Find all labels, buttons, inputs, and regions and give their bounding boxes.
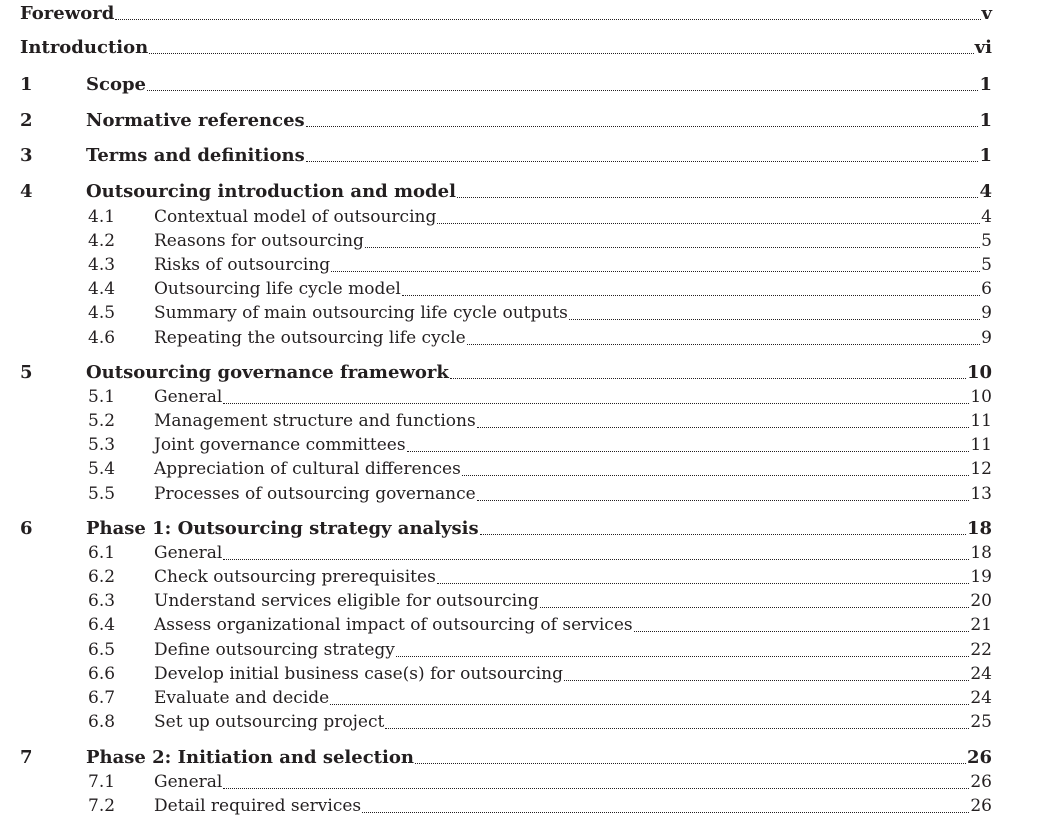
toc-entry[interactable] — [0, 767, 1042, 791]
dot-leader — [362, 812, 969, 813]
toc-entry-title: Scope — [86, 74, 147, 95]
toc-entry[interactable] — [0, 323, 1042, 347]
toc-entry-number: 5.2 — [88, 411, 116, 431]
toc-entry-number: 5.4 — [88, 459, 116, 479]
toc-entry[interactable] — [0, 0, 1042, 23]
toc-entry[interactable] — [0, 298, 1042, 322]
toc-entry[interactable] — [0, 202, 1042, 226]
dot-leader — [437, 223, 980, 224]
toc-entry-title: Risks of outsourcing — [154, 255, 331, 275]
toc-entry-page-number: 19 — [970, 567, 992, 587]
toc-entry[interactable] — [0, 70, 1042, 94]
dot-leader — [402, 295, 980, 296]
toc-entry-title: Develop initial business case(s) for outsourcing — [154, 664, 563, 684]
toc-entry-number: 7.1 — [88, 772, 116, 792]
dot-leader — [330, 704, 969, 705]
toc-entry[interactable] — [0, 106, 1042, 130]
toc-entry-number: 4.3 — [88, 255, 116, 275]
toc-entry-number: 3 — [20, 145, 33, 166]
toc-entry-title: Evaluate and decide — [154, 688, 330, 708]
toc-entry-page-number: 20 — [970, 591, 992, 611]
toc-entry-title: Phase 1: Outsourcing strategy analysis — [86, 518, 479, 539]
toc-entry-title: Assess organizational impact of outsourcing of services — [154, 615, 633, 635]
toc-entry-title: Foreword — [20, 3, 115, 24]
toc-entry-number: 6.8 — [88, 712, 116, 732]
toc-entry-number: 2 — [20, 110, 33, 131]
toc-entry-page-number: 1 — [979, 145, 992, 166]
toc-entry-title: Processes of outsourcing governance — [154, 484, 476, 504]
toc-entry-number: 5.3 — [88, 435, 116, 455]
toc-entry[interactable] — [0, 454, 1042, 478]
toc-entry-title: Outsourcing governance framework — [86, 362, 449, 383]
toc-entry-number: 6.6 — [88, 664, 116, 684]
toc-entry-page-number: 26 — [970, 772, 992, 792]
toc-entry-page-number: 13 — [970, 484, 992, 504]
dot-leader — [480, 534, 966, 535]
toc-entry[interactable] — [0, 358, 1042, 382]
toc-entry[interactable] — [0, 250, 1042, 274]
toc-entry-number: 5.5 — [88, 484, 116, 504]
dot-leader — [385, 728, 969, 729]
dot-leader — [462, 475, 969, 476]
toc-entry-number: 6.4 — [88, 615, 116, 635]
toc-entry-number: 4.6 — [88, 328, 116, 348]
toc-entry-title: Outsourcing introduction and model — [86, 181, 456, 202]
toc-entry-title: General — [154, 387, 223, 407]
toc-entry-page-number: 26 — [966, 747, 992, 768]
dot-leader — [223, 403, 969, 404]
toc-entry-number: 6.5 — [88, 640, 116, 660]
toc-entry-title: Contextual model of outsourcing — [154, 207, 437, 227]
toc-entry-title: Introduction — [20, 37, 149, 58]
toc-entry[interactable] — [0, 33, 1042, 57]
toc-entry[interactable] — [0, 141, 1042, 165]
toc-entry[interactable] — [0, 683, 1042, 707]
toc-entry[interactable] — [0, 791, 1042, 815]
toc-entry-page-number: 4 — [979, 181, 992, 202]
dot-leader — [450, 378, 966, 379]
toc-entry-number: 4.5 — [88, 303, 116, 323]
toc-entry[interactable] — [0, 479, 1042, 503]
dot-leader — [396, 656, 969, 657]
toc-entry-title: Appreciation of cultural differences — [154, 459, 461, 479]
toc-entry-number: 4 — [20, 181, 33, 202]
dot-leader — [331, 271, 980, 272]
toc-entry-page-number: 24 — [970, 688, 992, 708]
toc-entry[interactable] — [0, 177, 1042, 201]
dot-leader — [407, 451, 969, 452]
dot-leader — [467, 344, 980, 345]
toc-entry-page-number: 18 — [966, 518, 992, 539]
toc-entry[interactable] — [0, 743, 1042, 767]
toc-entry-number: 6.1 — [88, 543, 116, 563]
toc-entry[interactable] — [0, 382, 1042, 406]
toc-entry-title: Joint governance committees — [154, 435, 406, 455]
dot-leader — [477, 427, 969, 428]
toc-entry-number: 4.4 — [88, 279, 116, 299]
toc-entry-page-number: 24 — [970, 664, 992, 684]
toc-entry-page-number: 12 — [970, 459, 992, 479]
dot-leader — [564, 680, 969, 681]
toc-entry[interactable] — [0, 562, 1042, 586]
toc-entry-number: 6 — [20, 518, 33, 539]
toc-entry-page-number: 21 — [970, 615, 992, 635]
toc-entry[interactable] — [0, 707, 1042, 731]
toc-entry-number: 1 — [20, 74, 33, 95]
toc-entry-title: Check outsourcing prerequisites — [154, 567, 436, 587]
toc-entry-page-number: 1 — [979, 110, 992, 131]
toc-entry[interactable] — [0, 659, 1042, 683]
toc-entry-title: Define outsourcing strategy — [154, 640, 395, 660]
toc-entry-title: Set up outsourcing project — [154, 712, 385, 732]
toc-entry-page-number: 5 — [981, 255, 992, 275]
dot-leader — [457, 197, 978, 198]
toc-entry[interactable] — [0, 635, 1042, 659]
toc-entry-title: Outsourcing life cycle model — [154, 279, 401, 299]
toc-entry-title: Normative references — [86, 110, 305, 131]
dot-leader — [306, 161, 978, 162]
toc-entry[interactable] — [0, 586, 1042, 610]
dot-leader — [147, 90, 978, 91]
toc-entry-title: Summary of main outsourcing life cycle outputs — [154, 303, 568, 323]
toc-entry-number: 4.2 — [88, 231, 116, 251]
toc-entry-number: 6.2 — [88, 567, 116, 587]
toc-entry-page-number: v — [981, 3, 992, 24]
dot-leader — [223, 788, 969, 789]
toc-entry[interactable] — [0, 274, 1042, 298]
toc-entry-page-number: 9 — [981, 328, 992, 348]
toc-entry[interactable] — [0, 538, 1042, 562]
toc-entry[interactable] — [0, 514, 1042, 538]
toc-entry-number: 7.2 — [88, 796, 116, 816]
dot-leader — [569, 319, 980, 320]
toc-entry-number: 6.3 — [88, 591, 116, 611]
toc-entry-page-number: 25 — [970, 712, 992, 732]
dot-leader — [115, 19, 981, 20]
toc-entry-page-number: 10 — [966, 362, 992, 383]
toc-entry-title: General — [154, 772, 223, 792]
toc-entry-page-number: 4 — [981, 207, 992, 227]
toc-entry-page-number: 1 — [979, 74, 992, 95]
toc-entry-title: Repeating the outsourcing life cycle — [154, 328, 466, 348]
toc-entry-title: Detail required services — [154, 796, 362, 816]
toc-entry-title: Understand services eligible for outsourcing — [154, 591, 539, 611]
toc-entry-title: Reasons for outsourcing — [154, 231, 364, 251]
dot-leader — [634, 631, 969, 632]
toc-entry-page-number: 11 — [970, 411, 992, 431]
dot-leader — [223, 559, 969, 560]
toc-entry-title: General — [154, 543, 223, 563]
dot-leader — [149, 53, 974, 54]
toc-entry-number: 4.1 — [88, 207, 116, 227]
dot-leader — [540, 607, 969, 608]
toc-entry[interactable] — [0, 610, 1042, 634]
toc-entry-number: 6.7 — [88, 688, 116, 708]
toc-entry-number: 5 — [20, 362, 33, 383]
toc-entry-page-number: 18 — [970, 543, 992, 563]
toc-entry-page-number: 10 — [970, 387, 992, 407]
dot-leader — [306, 126, 978, 127]
toc-entry-page-number: vi — [974, 37, 992, 58]
toc-entry-title: Phase 2: Initiation and selection — [86, 747, 414, 768]
dot-leader — [365, 247, 980, 248]
toc-entry[interactable] — [0, 430, 1042, 454]
toc-entry[interactable] — [0, 406, 1042, 430]
toc-entry-title: Management structure and functions — [154, 411, 476, 431]
toc-entry-number: 7 — [20, 747, 33, 768]
toc-entry-page-number: 5 — [981, 231, 992, 251]
toc-entry-title: Terms and definitions — [86, 145, 305, 166]
dot-leader — [477, 500, 969, 501]
toc-entry-number: 5.1 — [88, 387, 116, 407]
toc-entry-page-number: 22 — [970, 640, 992, 660]
dot-leader — [437, 583, 969, 584]
toc-entry-page-number: 11 — [970, 435, 992, 455]
toc-entry-page-number: 6 — [981, 279, 992, 299]
dot-leader — [415, 763, 966, 764]
toc-entry-page-number: 9 — [981, 303, 992, 323]
toc-entry-page-number: 26 — [970, 796, 992, 816]
toc-entry[interactable] — [0, 226, 1042, 250]
